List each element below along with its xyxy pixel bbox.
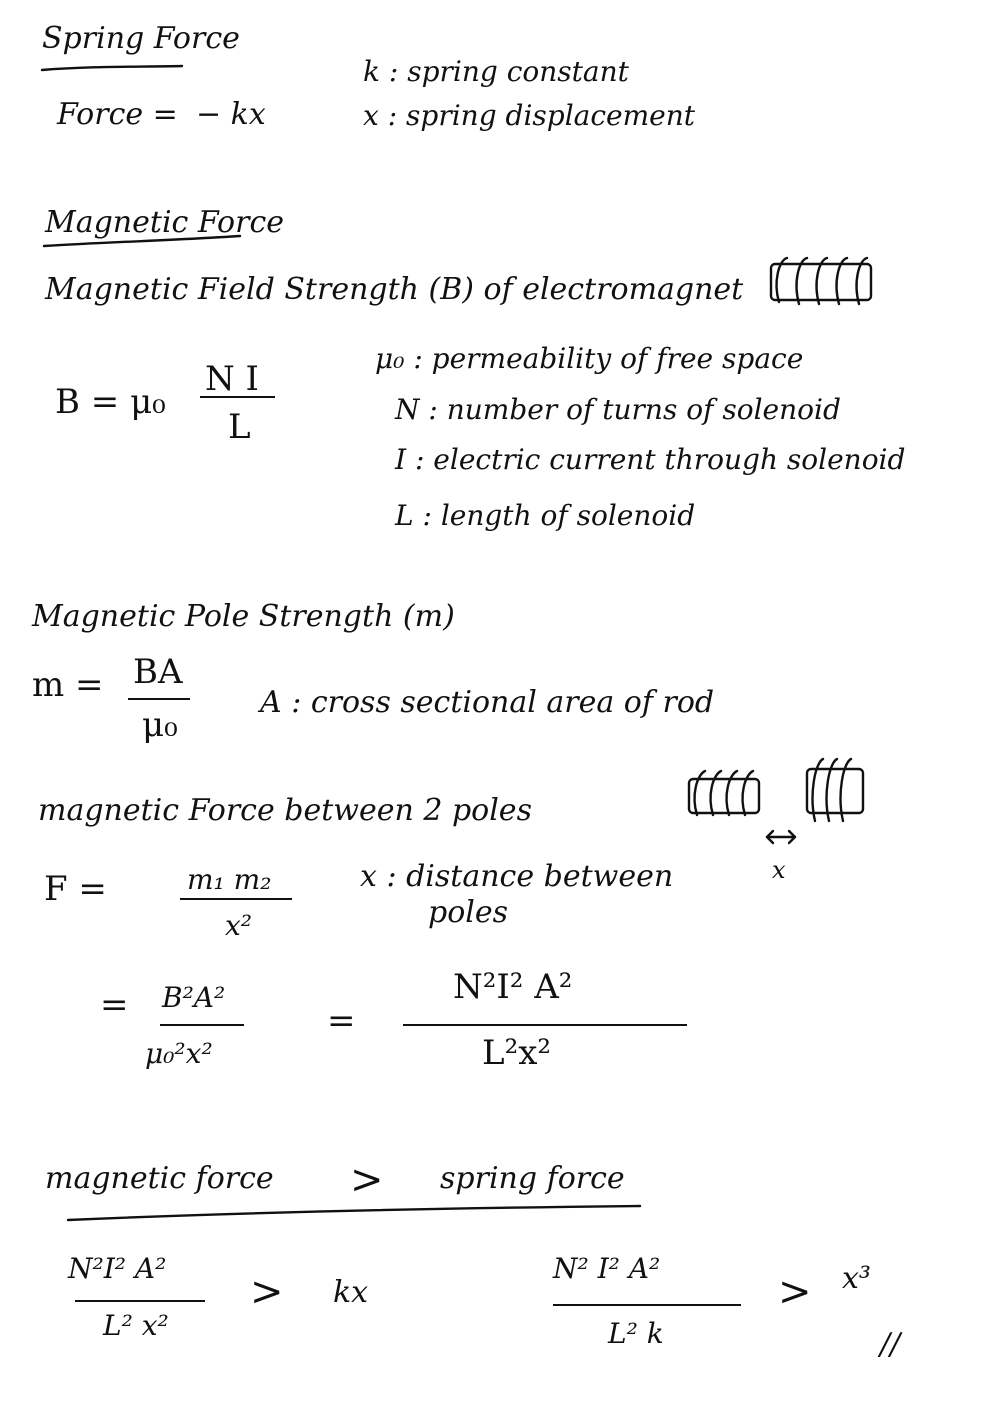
f-denominator: x² [225, 909, 253, 942]
pole-lhs: m = [32, 665, 104, 705]
end-mark: // [880, 1327, 901, 1362]
compare-left: magnetic force [45, 1161, 274, 1196]
compare-right: spring force [440, 1161, 625, 1196]
magnetic-heading: Magnetic Force [45, 205, 285, 240]
def-i: I : electric current through solenoid [395, 443, 906, 476]
f-numerator: m₁ m₂ [187, 863, 272, 896]
def-distance-2: poles [428, 895, 509, 930]
compare-gt-2: > [250, 1269, 284, 1315]
lhs-bar [75, 1300, 205, 1302]
rhs-x-cubed: x³ [842, 1261, 871, 1296]
frac3-denominator: L²x² [482, 1033, 552, 1073]
spring-force-expr: − kx [196, 97, 266, 132]
eq-sign-2: = [327, 1001, 356, 1041]
def-l: L : length of solenoid [395, 499, 696, 532]
b-formula-lhs: B = μ₀ [55, 382, 166, 422]
lhs-numerator: N²I² A² [68, 1252, 167, 1285]
spring-def-k: k : spring constant [363, 55, 629, 88]
b-formula-denominator: L [228, 407, 251, 447]
pole-title: Magnetic Pole Strength (m) [32, 599, 455, 634]
def-mu: μ₀ : permeability of free space [375, 342, 804, 375]
frac2-numerator: B²A² [162, 981, 226, 1014]
pole-denominator: μ₀ [142, 705, 178, 745]
rhs-kx: kx [333, 1275, 369, 1310]
frac3-numerator: N²I² A² [453, 967, 573, 1007]
arrow-label: x [772, 856, 786, 884]
spring-force-label: Force = [57, 97, 178, 132]
f-lhs: F = [44, 869, 107, 909]
spring-def-x: x : spring displacement [363, 99, 695, 132]
lhs2-numerator: N² I² A² [553, 1252, 661, 1285]
def-distance: x : distance between [360, 859, 674, 894]
spring-heading: Spring Force [42, 21, 240, 56]
b-formula-numerator: N I [205, 359, 259, 399]
between-title: magnetic Force between 2 poles [38, 793, 532, 828]
def-a: A : cross sectional area of rod [260, 685, 715, 720]
eq-sign-1: = [100, 985, 129, 1025]
lhs2-bar [553, 1304, 741, 1306]
field-title: Magnetic Field Strength (B) of electromagnet [45, 272, 744, 307]
compare-gt-3: > [778, 1269, 812, 1315]
frac2-denominator: μ₀²x² [145, 1037, 213, 1070]
def-n: N : number of turns of solenoid [395, 393, 841, 426]
lhs-denominator: L² x² [103, 1309, 169, 1342]
lhs2-denominator: L² k [608, 1317, 664, 1350]
compare-gt: > [350, 1157, 384, 1203]
pole-numerator: BA [133, 652, 183, 692]
